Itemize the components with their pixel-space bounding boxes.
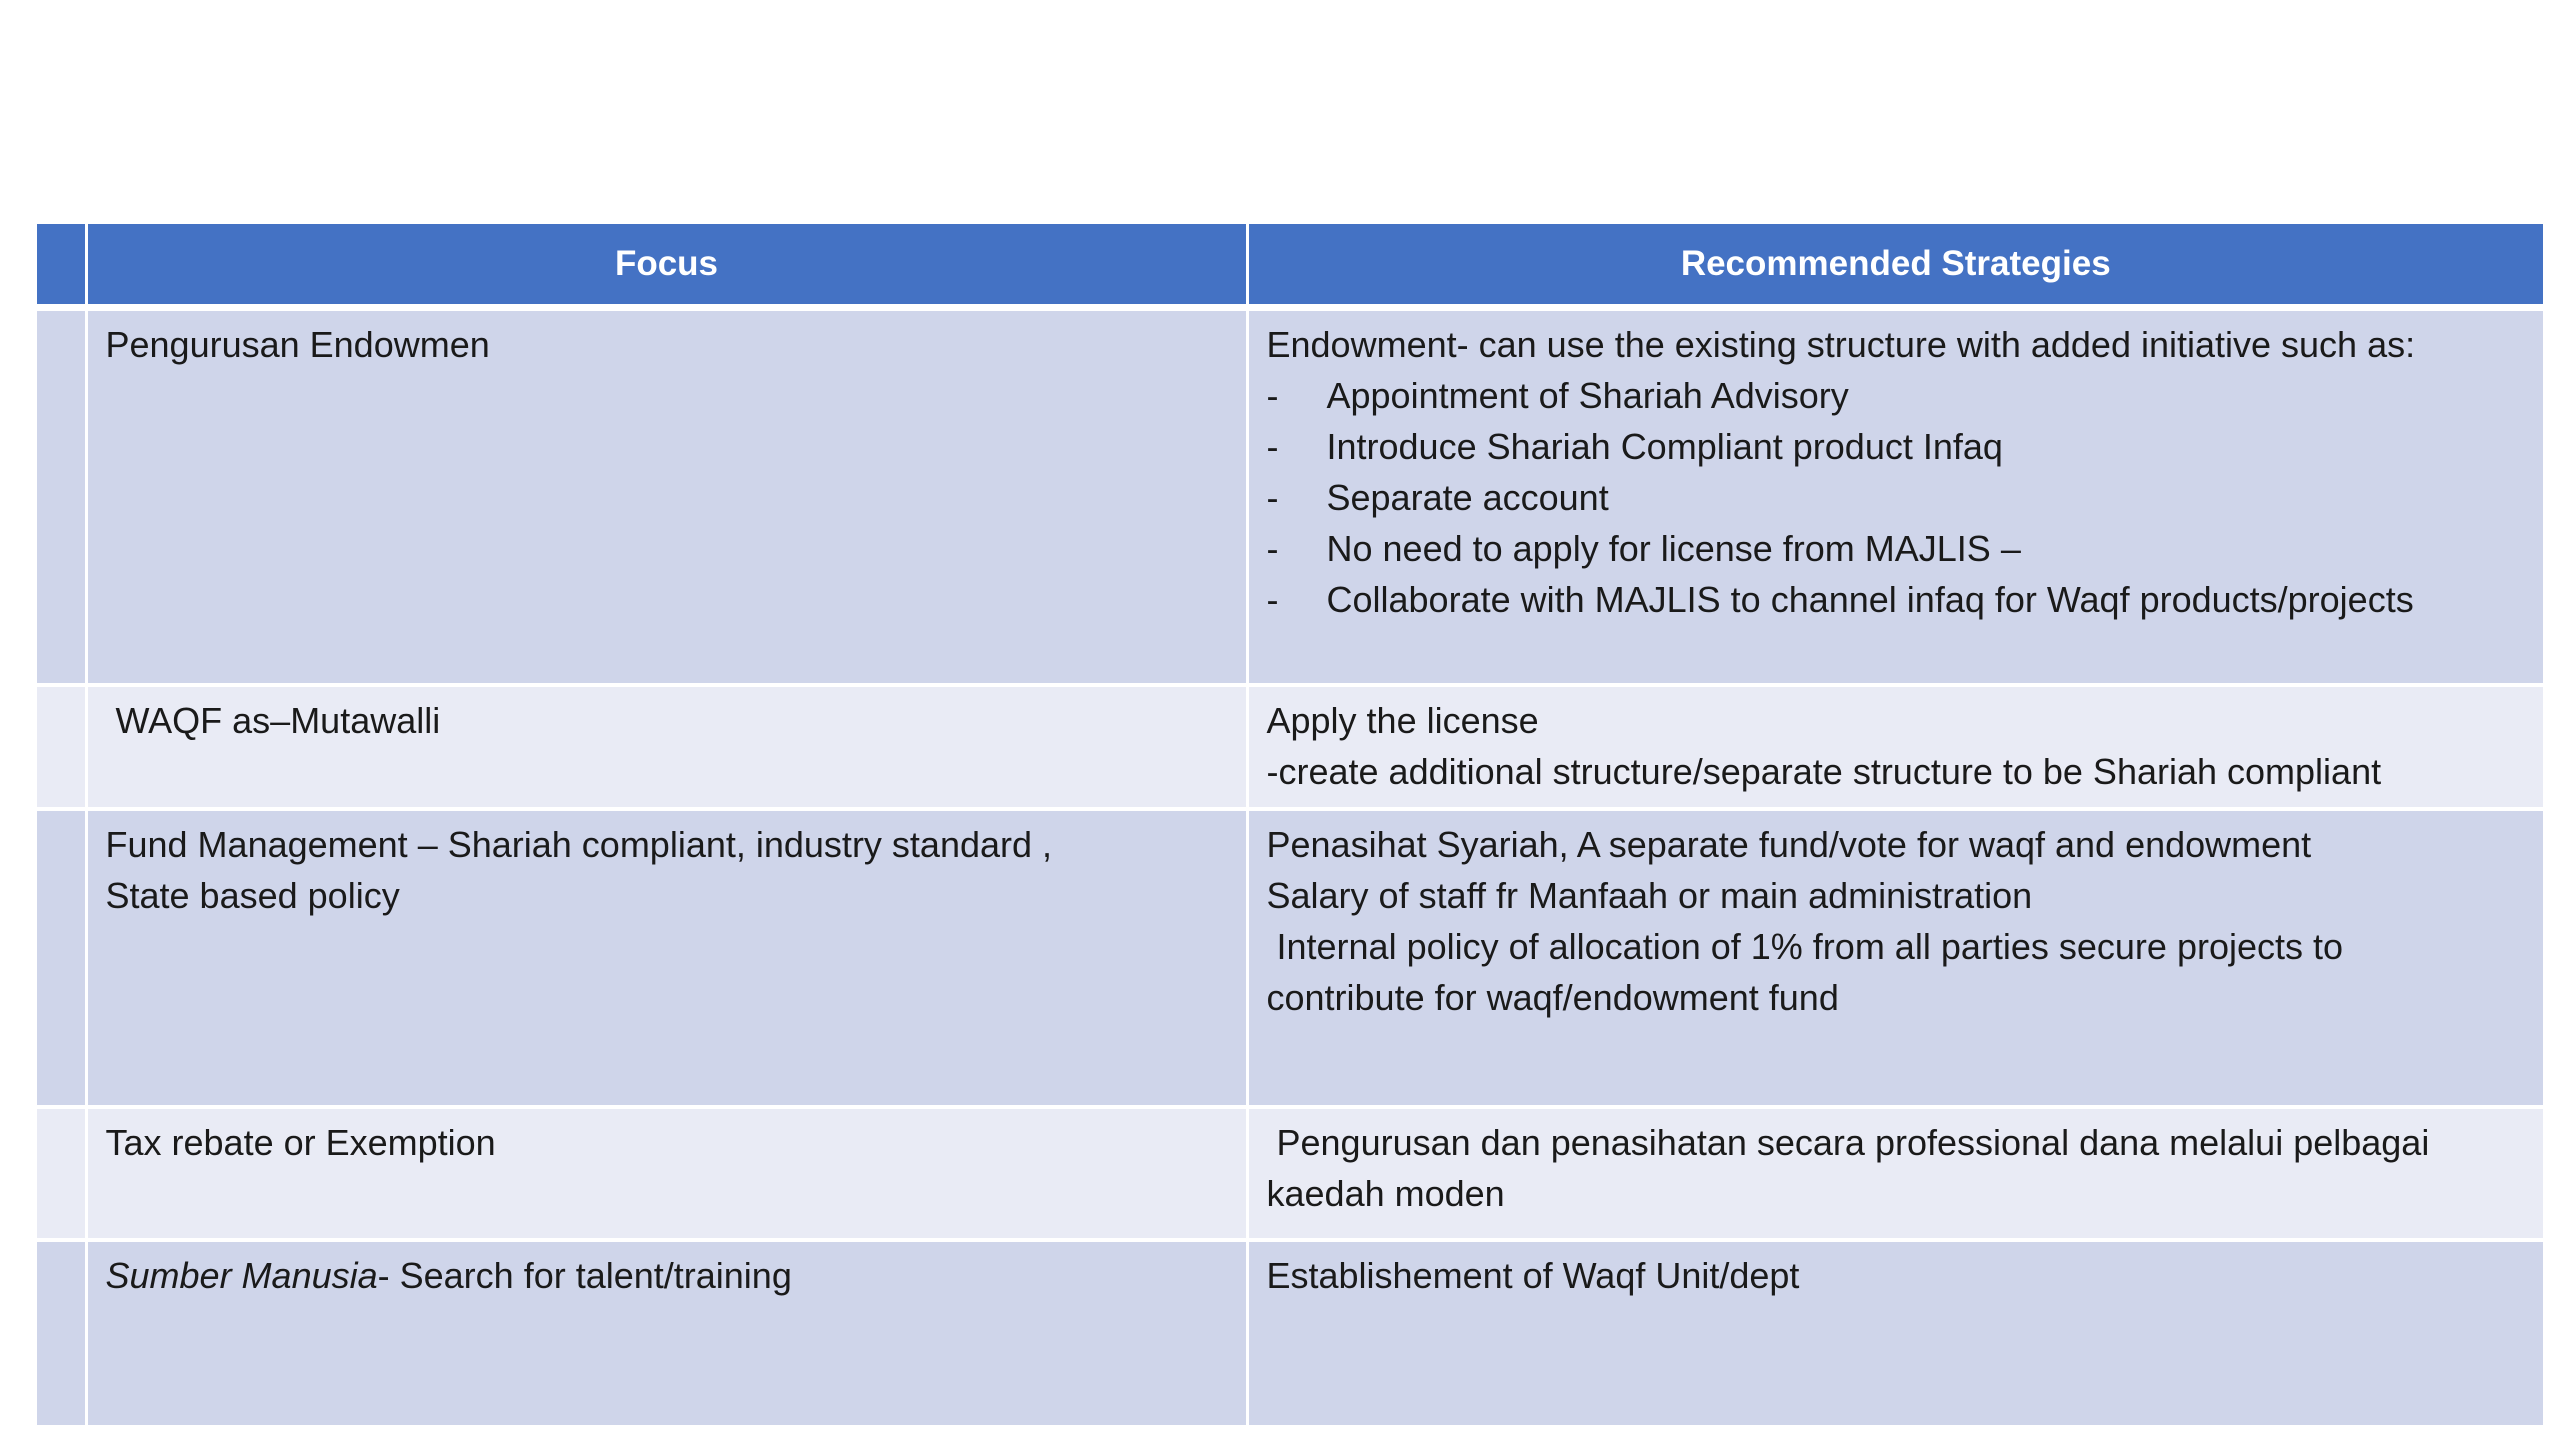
strategy-bullet [1267, 574, 2526, 625]
focus-rest-text: - Search for talent/training [377, 1254, 792, 1296]
focus-text [106, 1250, 1228, 1301]
bullet-text: No need to apply for license from MAJLIS – [1326, 528, 2021, 569]
strategy-line: kaedah moden [1266, 1172, 1505, 1214]
table-row [37, 1107, 2543, 1240]
row-side-cell [37, 1240, 86, 1427]
strategy-text: Establishement of Waqf Unit/dept [1266, 1254, 1800, 1296]
table-row [37, 809, 2543, 1107]
strategy-line: Salary of staff fr Manfaah or main administration [1266, 874, 2033, 916]
bullet-dash: - [1266, 477, 1279, 518]
focus-cell [86, 308, 1247, 685]
row-side-cell [37, 685, 86, 809]
strategy-line: Internal policy of allocation of 1% from all parties secure projects to [1276, 925, 2344, 967]
strategy-cell [1247, 1240, 2543, 1427]
focus-text: Tax rebate or Exemption [105, 1121, 496, 1163]
strategy-line: Penasihat Syariah, A separate fund/vote for waqf and endowment [1266, 823, 2312, 865]
bullet-dash: - [1266, 579, 1279, 620]
strategy-bullet [1267, 523, 2526, 574]
strategy-bullet [1267, 472, 2526, 523]
strategy-bullet [1267, 421, 2526, 472]
bullet-text: Collaborate with MAJLIS to channel infaq for Waqf products/projects [1326, 579, 2414, 620]
strategy-table [37, 224, 2543, 1429]
bullet-dash: - [1266, 426, 1279, 467]
strategy-line: contribute for waqf/endowment fund [1266, 976, 1839, 1018]
bullet-text: Appointment of Shariah Advisory [1326, 375, 1849, 416]
focus-text: Pengurusan Endowmen [105, 324, 490, 365]
header-recommended-strategies: Recommended Strategies [1247, 224, 2543, 308]
header-side-cell [37, 224, 86, 308]
table-row [37, 685, 2543, 809]
row-side-cell [37, 308, 86, 685]
focus-line: State based policy [105, 874, 400, 916]
header-focus: Focus [86, 224, 1247, 308]
focus-text: WAQF as–Mutawalli [115, 699, 441, 741]
strategy-cell [1247, 1107, 2543, 1240]
strategy-intro: Endowment- can use the existing structure with added initiative such as: [1266, 324, 2416, 365]
strategy-cell [1247, 685, 2543, 809]
focus-cell [86, 1240, 1247, 1427]
focus-italic-text: Sumber Manusia [105, 1254, 378, 1296]
strategy-bullet [1267, 370, 2526, 421]
table-header-row [37, 224, 2543, 308]
strategy-cell [1247, 308, 2543, 685]
focus-cell [86, 685, 1247, 809]
bullet-text: Separate account [1326, 477, 1609, 518]
focus-cell [86, 1107, 1247, 1240]
strategy-line: -create additional structure/separate structure to be Shariah compliant [1266, 750, 2382, 792]
bullet-dash: - [1266, 375, 1279, 416]
strategy-cell [1247, 809, 2543, 1107]
row-side-cell [37, 1107, 86, 1240]
focus-line: Fund Management – Shariah compliant, industry standard , [105, 823, 1053, 865]
strategy-line: Apply the license [1266, 699, 1539, 741]
strategy-line: Pengurusan dan penasihatan secara professional dana melalui pelbagai [1276, 1121, 2430, 1163]
table-row [37, 308, 2543, 685]
table-row [37, 1240, 2543, 1427]
focus-cell [86, 809, 1247, 1107]
bullet-dash: - [1266, 528, 1279, 569]
bullet-text: Introduce Shariah Compliant product Infaq [1326, 426, 2003, 467]
row-side-cell [37, 809, 86, 1107]
